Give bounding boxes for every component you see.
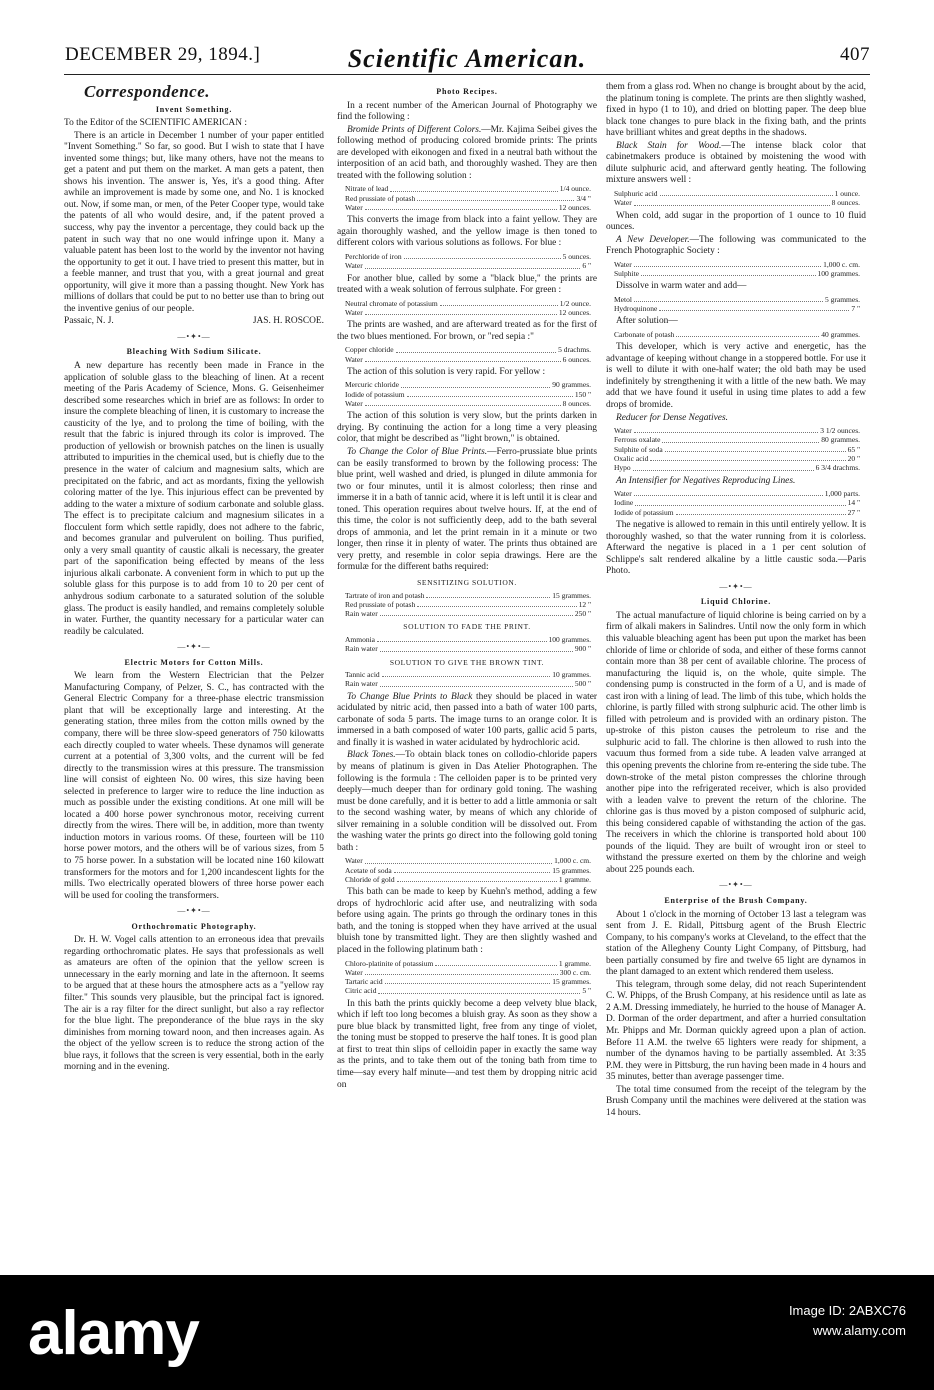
ingredient-quantity: 3/4 " (576, 193, 591, 203)
ingredient-quantity: 10 grammes. (552, 670, 591, 680)
recipes-wood-stain: Black Stain for Wood.—The intense black color that cabinetmakers produce is obtained by moistening the wood with dilute sulphuric acid, and afterward gently heating. The following mixture answers well : (606, 140, 866, 186)
recipe-row (345, 399, 591, 408)
leader-dots (417, 600, 576, 607)
ingredient-name: Water (345, 354, 363, 364)
image-id-label: Image ID: 2ABXC76 (788, 1303, 906, 1318)
recipe-table (345, 380, 591, 408)
article-body-invent: There is an article in December 1 number of your paper entitled "Invent Something." So far, so good. But I wish to state that I have invented some things; but, like many others, have not the means to get a patent and put them on the market. A man gets a patent, then shows his invention. The answer is, Yes, it's a good thing. After awhile an improvement is made by some one, and No. 1 is knocked out. Now, if some man, or men, of the Peter Cooper type, would take the patents of all who would desire, and, if the patent proved a success, why pay the inventor a percentage, they could back up the patent in such way that no one would infringe upon it. Many a valuable patent has been lost to the world by the inventor not having the opportunity to get it out. I have tried to present this matter, but in a feeble manner, and trust that you, with a great journal and great opportunity, will give it more than a passing thought. New York has millions of dollars that could be put to no better use than to bring out the inventive genius of our people. (64, 130, 324, 314)
leader-dots (641, 269, 815, 276)
paragraph: After solution— (616, 316, 678, 327)
leader-dots (634, 489, 823, 496)
subheading: Black Stain for Wood. (616, 140, 722, 151)
ingredient-quantity: 15 grammes. (552, 865, 591, 875)
recipe-row (345, 986, 591, 995)
leader-dots (407, 390, 573, 397)
article-body-bleach: A new departure has recently been made in France in the application of soluble glass to the bleaching of linen. At a recent meeting of the Paris Academy of Science, Mons. G. Geisenheimer described some researches which in brief are as follows: In order to insure the complete bleaching of linen, it is customary to increase the causticity of the lye, and to prolong the time of boiling, with the result that the fabric is injured through its color is improved. The production of yellowish or brownish patches on the linen is usually attributed to impurities in the chemical used, but is chiefly due to the presence in the water of calcium and magnesium salts, which are precipitated on the fabric, and act as mordants, fixing the yellowish coloring matter of the lye. This injurious effect can be prevented by adding to the water a mixture of sodium carbonate and soluble glass. The effect is to precipitate calcium and magnesium silicates in a flocculent form which settle rapidly, does not adhere to the fabric, and becomes granular and pulverulent on boiling. Thus purified, only a very small quantity of caustic alkali is necessary, the greater part of the saponification being effected by means of the less injurious alkali carbonate. A convenient form in which to put up the soluble glass for this purpose is to add from 10 to 20 per cent of anhydrous sodium carbonate to a saturated solution of the soluble glass. The product is easily handled, and remains completely soluble in water. Further, the quantity necessary for a particular water can readily be calculated. (64, 361, 324, 637)
ingredient-quantity: 5 ounces. (562, 251, 591, 261)
recipe-table (345, 959, 591, 996)
leader-dots (382, 670, 551, 677)
page-number: 407 (840, 44, 870, 65)
ingredient-quantity: 15 grammes. (552, 977, 591, 987)
recipe-table (614, 489, 860, 517)
ingredient-quantity: 6 ounces. (562, 354, 591, 364)
ingredient-name: Water (345, 307, 363, 317)
ingredient-quantity: 8 ounces. (562, 399, 591, 409)
paragraph: This developer, which is very active and energetic, has the advantage of keeping without change in a stoppered bottle. For use it is well to dilute it with one-half water; the old bath may be used indefinitely by strengthening it with a little of the new bath. We may add that we have found it useful in using time plates to add a few drops of bromide. (606, 342, 866, 411)
recipe-row (614, 426, 860, 435)
subheading: An Intensifier for Negatives Reproducing Lines. (616, 475, 796, 486)
leader-dots (634, 295, 823, 302)
subheading: To Change the Color of Blue Prints. (347, 446, 488, 457)
ingredient-quantity: 20 " (847, 454, 860, 463)
subheading: To Change Blue Prints to Black (347, 691, 473, 702)
ingredient-name: Water (345, 399, 363, 409)
column-3 (606, 82, 866, 1262)
recipe-row (345, 252, 591, 261)
subheading: A New Developer. (616, 234, 690, 245)
recipe-table (345, 856, 591, 884)
ingredient-name: Water (345, 202, 363, 212)
letter-place: Passaic, N. J. (64, 316, 114, 327)
recipe-row (614, 189, 860, 198)
ingredient-name: Water (345, 261, 363, 271)
ingredient-quantity: 100 grammes. (548, 634, 591, 644)
recipe-caption: SENSITIZING SOLUTION. (417, 577, 517, 587)
ingredient-quantity: 8 ounces. (831, 198, 860, 208)
recipe-row (345, 184, 591, 193)
letter-author: JAS. H. ROSCOE. (252, 316, 324, 327)
recipe-row (614, 435, 860, 444)
subheading: Reducer for Dense Negatives. (616, 412, 728, 423)
leader-dots (634, 426, 818, 433)
article-body-ortho: Dr. H. W. Vogel calls attention to an erroneous idea that prevails regarding orthochromatic plates. He says that professionals as well as amateurs are often of the opinion that the yellow screen is unnecessary in the early morning and late in the afternoon. It seems to be argued that at these hours the atmosphere acts as a "yellow ray filter." This sounds very plausible, but the principal fact is ignored. The air is a ray filter for the direct sunlight, but also a ray reflector for the blue light. The preponderance of the blue rays in the sky diminishes from morning toward noon, and then increases again. As the object of the yellow screen is to reduce the strong action of the blue rays, it follows that the screen is very essential, both in the early morning and in the evening. (64, 935, 324, 1073)
recipe-caption: SOLUTION TO GIVE THE BROWN TINT. (389, 657, 545, 667)
leader-dots (365, 308, 557, 315)
ingredient-name: Tartrate of iron and potash (345, 590, 425, 600)
paragraph: When cold, add sugar in the proportion of 1 ounce to 10 fluid ounces. (606, 210, 866, 233)
recipe-row (345, 345, 591, 354)
ingredient-name: Iodide of potassium (345, 389, 405, 399)
leader-dots (440, 299, 558, 306)
watermark-band (0, 1275, 934, 1390)
article-body-brush: The total time consumed from the receipt of the telegram by the Brush Company until the machines were delivered at the station was 14 hours. (606, 1084, 866, 1118)
recipe-row (614, 454, 860, 463)
ingredient-quantity: 40 grammes. (821, 329, 860, 339)
ingredient-name: Acetate of soda (345, 865, 392, 875)
leader-dots (396, 345, 557, 352)
ingredient-name: Hydroquinone (614, 304, 658, 314)
ingredient-quantity: 1 ounce. (834, 188, 860, 198)
recipe-row (345, 856, 591, 865)
recipe-row (614, 463, 860, 472)
leader-dots (365, 968, 558, 975)
ingredient-name: Nitrate of lead (345, 184, 389, 194)
recipe-row (345, 866, 591, 875)
ingredient-quantity: 5 " (582, 986, 591, 996)
ingredient-quantity: 3 1/2 ounces. (820, 426, 860, 436)
recipe-table (614, 330, 860, 339)
recipe-table (345, 252, 591, 271)
recipe-row (345, 591, 591, 600)
recipe-table (345, 184, 591, 212)
recipe-row (345, 261, 591, 270)
leader-dots (665, 445, 846, 452)
recipe-row (345, 977, 591, 986)
recipe-row (345, 679, 591, 688)
ingredient-name: Copper chloride (345, 345, 394, 355)
leader-dots (378, 986, 580, 993)
ingredient-name: Red prussiate of potash (345, 193, 416, 203)
leader-dots (365, 856, 552, 863)
leader-dots (365, 355, 561, 362)
ingredient-name: Sulphite of soda (614, 444, 663, 454)
recipe-row (614, 498, 860, 507)
ingredient-quantity: 1,000 parts. (824, 489, 860, 499)
recipe-row (614, 295, 860, 304)
ingredient-quantity: 6 " (582, 261, 591, 271)
ingredient-name: Tannic acid (345, 670, 380, 680)
divider-ornament: —•✦•— (719, 581, 753, 591)
article-title-chlorine: Liquid Chlorine. (700, 597, 772, 607)
ingredient-quantity: 7 " (851, 304, 860, 314)
ingredient-quantity: 90 grammes. (552, 380, 591, 390)
recipe-row (345, 609, 591, 618)
ingredient-name: Iodide of potassium (614, 507, 674, 517)
leader-dots (417, 194, 574, 201)
article-title-brush: Enterprise of the Brush Company. (664, 895, 808, 905)
ingredient-quantity: 1/2 ounce. (559, 298, 591, 308)
divider-ornament: —•✦•— (177, 642, 211, 652)
recipe-row (614, 445, 860, 454)
ingredient-name: Water (614, 489, 632, 499)
leader-dots (385, 977, 551, 984)
recipes-developer: A New Developer.—The following was communicated to the French Photographic Society : (606, 234, 866, 257)
leader-dots (676, 508, 846, 515)
ingredient-quantity: 6 3/4 drachms. (815, 463, 860, 473)
watermark-url: www.alamy.com (813, 1323, 906, 1338)
recipe-row (345, 203, 591, 212)
image-id-block (789, 1301, 906, 1341)
leader-dots (662, 435, 819, 442)
ingredient-name: Perchloride of iron (345, 251, 402, 261)
article-body-motors: We learn from the Western Electrician that the Pelzer Manufacturing Company, of Pelzer, S. C., has contracted with the General Electric Company for a three-phase electric transmission plant that will be exceptionally large and interesting. At the generating station, three miles from the cotton mills owned by the company, there will be three slow-speed generators of 750 kilowatts each directly coupled to water wheels. These dynamos will generate current at a potential of 3,300 volts, and the current will be fed directly to the transmission wires at this pressure. The transmission line will consist of eighteen No. 00 wires, this size having been selected in preference to larger wire to reduce the line induction as much as possible under the existing conditions. At one mill will be located a 400 horse power synchronous motor, receiving current directly from the wires. There will be, in addition, more than twenty induction motors in various rooms. Of these, fourteen will be 110 horse power motors, and the others will be of various sizes, from 5 to 75 horse power. In a substation will be located nine 160 kilowatt transformers for the motors and for 1,200 incandescent lights for the mills. Two electrically operated blowers of three horse power each will be used for cooling the transformers. (64, 671, 324, 901)
recipe-row (345, 875, 591, 884)
article-body-brush: About 1 o'clock in the morning of October 13 last a telegram was sent from J. E. Ridall, Pittsburg agent of the Brush Electric Company, to his company's works at Cleveland, to the effect that the station of the Allegheny County Light Company, of Pittsburg, had been partially consumed by fire and twelve 65 light are dynamos in the plant damaged to an extent which rendered them useless. (606, 909, 866, 978)
recipe-table (345, 345, 591, 364)
leader-dots (633, 463, 814, 470)
recipe-row (345, 600, 591, 609)
leader-dots (365, 203, 557, 210)
recipe-row (614, 508, 860, 517)
ingredient-name: Citric acid (345, 986, 377, 996)
ingredient-quantity: 100 grammes. (817, 269, 860, 278)
recipe-row (614, 260, 860, 269)
ingredient-quantity: 500 " (574, 679, 591, 689)
recipe-table (614, 295, 860, 314)
recipes-black-prints: To Change Blue Prints to Black they should be placed in water acidulated by nitric acid, then passed into a bath of water 100 parts, carbonate of soda 5 parts. The image turns to an orange color. It is immersed in a bath composed of water 100 parts, gallic acid 5 parts, and finally it is washed in water acidulated by hydrochloric acid. (337, 691, 597, 748)
ingredient-quantity: 1,000 c. cm. (823, 259, 860, 269)
leader-dots (394, 866, 551, 873)
leader-dots (390, 184, 557, 191)
paragraph: The negative is allowed to remain in this until entirely yellow. It is thoroughly washed, so that the water running from it is colorless. Afterward the negative is placed in a 1 per cent solution of Schlippe's salt rendered alkaline by a little caustic soda.—Paris Photo. (606, 520, 866, 577)
recipe-row (345, 390, 591, 399)
recipe-row (614, 304, 860, 313)
recipe-row (614, 198, 860, 207)
ingredient-quantity: 5 grammes. (825, 294, 860, 304)
ingredient-quantity: 300 c. cm. (559, 967, 591, 977)
masthead-title: Scientific American. (347, 44, 587, 73)
paragraph: The action of this solution is very rapid. For yellow : (347, 366, 546, 377)
leader-dots (380, 609, 573, 616)
ingredient-quantity: 15 grammes. (552, 590, 591, 600)
ingredient-name: Hypo (614, 463, 631, 473)
ingredient-quantity: 80 grammes. (821, 435, 860, 445)
recipe-caption: SOLUTION TO FADE THE PRINT. (403, 622, 531, 632)
paragraph: This converts the image from black into a faint yellow. They are again thoroughly washed, and the yellow image is then toned to different colors with various solutions as follows. For blue : (337, 215, 597, 249)
paragraph: In this bath the prints quickly become a deep velvety blue black, which if left too long becomes a bluish gray. As soon as they show a pure blue black by transmitted light, free from any tinge of violet, the toning must be stopped to preserve the half tones. It is good plan at first to treat thin slips of celloidin paper in exactly the same way as the prints, and to take them out of the toning bath from time to time—say every half minute—and test them by dropping nitric acid on (337, 998, 597, 1090)
recipe-row (614, 269, 860, 278)
ingredient-quantity: 14 " (847, 498, 860, 508)
ingredient-name: Chloride of gold (345, 874, 395, 884)
ingredient-name: Water (614, 259, 632, 269)
ingredient-quantity: 900 " (574, 644, 591, 654)
leader-dots (401, 380, 550, 387)
recipe-row (345, 299, 591, 308)
leader-dots (365, 261, 581, 268)
ingredient-name: Ferrous oxalate (614, 435, 661, 445)
ingredient-name: Water (614, 426, 632, 436)
paragraph: The prints are washed, and are afterward treated as for the first of the two blues mentioned. For brown, or "red sepia :" (337, 320, 597, 342)
recipe-row (614, 330, 860, 339)
leader-dots (380, 679, 573, 686)
recipe-row (345, 644, 591, 653)
article-body-chlorine: The actual manufacture of liquid chlorine is being carried on by a firm of alkali makers in Salindres. Until now the only form in which this valuable bleaching agent has been put upon the market has been chloride of lime or chloride of soda, and either of these forms cannot contain more than 38 per cent of available chlorine. The process of manufacturing the liquid is, on the whole, quite simple. The condensing pump is constructed in the form of a U, and is made of cast iron with a lining of lead. The limb of this tube, which holds the chlorine, is partly filled with strong sulphuric acid. The other limb is filled with petroleum and is provided with an ordinary piston. The up-stroke of this piston causes the petroleum to rise and the sulphuric acid to fall. The chlorine is then allowed to rush into the vacuum thus formed from a side tube. A leaden valve arranged at this opening prevents the chlorine from re-entering the side tube. The down-stroke of the metal piston compresses the chlorine through another pipe into the refrigerated receiver, which is also provided with a leaden valve to prevent the return of the chlorine. The chlorine gas is thus moved by a piston composed of sulphuric acid, this being considered capable of withstanding the action of the gas. The receivers in which the chlorine is transported hold about 100 pounds of the liquid. They are built of wrought iron or steel to withstand the pressure exerted on them by the chlorine and weigh about 225 pounds each. (606, 610, 866, 875)
ingredient-name: Neutral chromate of potassium (345, 298, 438, 308)
paragraph: them from a glass rod. When no change is brought about by the acid, the platinum toning is complete. The prints are then slightly washed, fixed in hypo (1 to 10), and dried on blotting paper. The deep blue black tone changes to pure black in the fixing bath, and the prints have brilliant whites and great depths in the shadows. (606, 82, 866, 139)
recipe-table (345, 299, 591, 318)
recipes-blue-prints: To Change the Color of Blue Prints.—Ferro-prussiate blue prints can be easily transformed to brown by the following process: The blue print, well washed and dried, is plunged in dilute ammonia for two or four minutes, until it is almost colorless; then rinse and immerse it in a bath of tannic acid, where it is left until it is clear and toned. This operation requires about twelve hours. If, at the end of this time, the color is not sufficiently deep, add to the bath several drops of ammonia, and let the print remain in it a minute or two longer, then rinse it in plenty of water. The prints thus obtained are very pretty, and resemble in color sepia drawings. Here are the formulæ for the different baths required: (337, 446, 597, 573)
section-heading: Correspondence. (84, 82, 211, 101)
recipe-row (345, 635, 591, 644)
ingredient-quantity: 65 " (847, 444, 860, 454)
ingredient-name: Ammonia (345, 634, 375, 644)
recipe-table (345, 591, 591, 619)
paragraph: For another blue, called by some a "black blue," the prints are treated with a weak solution of ferrous sulphate. For green : (337, 273, 597, 296)
leader-dots (426, 591, 550, 598)
ingredient-name: Oxalic acid (614, 454, 649, 463)
divider-ornament: —•✦•— (177, 331, 211, 341)
recipe-row (614, 489, 860, 498)
ingredient-quantity: 1,000 c. cm. (554, 856, 591, 866)
recipe-table (614, 189, 860, 208)
ingredient-quantity: 1 gramme. (558, 874, 591, 884)
ingredient-name: Carbonate of potash (614, 329, 675, 339)
ingredient-quantity: 1 gramme. (558, 958, 591, 968)
alamy-logo: alamy (28, 1299, 199, 1368)
leader-dots (404, 252, 561, 259)
letter-salutation: To the Editor of the SCIENTIFIC AMERICAN : (64, 118, 247, 129)
recipe-table (614, 426, 860, 472)
ingredient-name: Sulphite (614, 269, 640, 278)
column-1 (64, 82, 324, 1262)
subheading: Bromide Prints of Different Colors. (347, 124, 482, 135)
ingredient-quantity: 27 " (847, 507, 860, 517)
leader-dots (659, 304, 849, 311)
leader-dots (676, 330, 819, 337)
leader-dots (365, 399, 561, 406)
article-title-motors: Electric Motors for Cotton Mills. (124, 657, 264, 667)
ingredient-name: Water (614, 198, 632, 208)
leader-dots (660, 189, 833, 196)
leader-dots (634, 260, 821, 267)
ingredient-name: Rain water (345, 679, 378, 689)
leader-dots (397, 875, 557, 882)
issue-date: DECEMBER 29, 1894.] (65, 44, 261, 65)
ingredient-quantity: 12 ounces. (558, 307, 591, 317)
ingredient-name: Mercuric chloride (345, 380, 399, 390)
article-body-brush: This telegram, through some delay, did not reach Superintendent C. W. Phipps, of the Brush Company, at his residence until as late as 2 A.M. Dressing immediately, he hurried to the house of Manager A. D. Dorman of the order department, and after a hurried consultation Mr. Phipps and Mr. Dorman quickly agreed upon a plan of action. Before 11 A.M. the twelve 65 lighters were ready for shipment, a number of the dynamos having to be partially assembled. At 3:35 P.M. they were in Pittsburg, the run having been made in 4 hours and 35 minutes, better than average passenger time. (606, 979, 866, 1083)
leader-dots (650, 454, 845, 461)
divider-ornament: —•✦•— (719, 880, 753, 890)
ingredient-quantity: 150 " (574, 389, 591, 399)
ingredient-name: Rain water (345, 609, 378, 619)
recipe-row (345, 670, 591, 679)
recipe-row (345, 308, 591, 317)
column-2 (337, 82, 597, 1262)
recipe-row (345, 355, 591, 364)
article-title-photo-recipes: Photo Recipes. (436, 87, 498, 96)
ingredient-name: Chloro-platinite of potassium (345, 958, 434, 968)
letter-signature (64, 316, 324, 328)
article-title-ortho: Orthochromatic Photography. (131, 921, 257, 931)
paragraph: This bath can be made to keep by Kuehn's method, adding a few drops of hydrochloric acid after use, and neutralizing with soda before using again. The prints go through the ordinary tones in this bath, and the toning is stopped when they have arrived at the usual bluish tone by transmitted light. They are then slightly washed and placed in the following platinum bath : (337, 887, 597, 955)
paragraph: Dissolve in warm water and add— (616, 281, 747, 292)
article-title-invent: Invent Something. (155, 104, 233, 114)
ingredient-quantity: 12 ounces. (558, 202, 591, 212)
ingredient-name: Water (345, 856, 363, 866)
ingredient-name: Red prussiate of potash (345, 599, 416, 609)
article-title-bleach: Bleaching With Sodium Silicate. (126, 347, 262, 357)
recipe-row (345, 380, 591, 389)
ingredient-name: Sulphuric acid (614, 188, 658, 198)
header-rule (64, 74, 870, 75)
leader-dots (635, 498, 845, 505)
ingredient-name: Rain water (345, 644, 378, 654)
recipe-row (345, 968, 591, 977)
ingredient-name: Tartaric acid (345, 977, 383, 987)
divider-ornament: —•✦•— (177, 906, 211, 916)
paragraph: The action of this solution is very slow, but the prints darken in drying. By continuing the action for a long time a very pleasing color, that might be described as "light brown," is obtained. (337, 411, 597, 445)
recipes-bromide: Bromide Prints of Different Colors.—Mr. Kajima Seibei gives the following method of producing colored bromide prints: The prints are developed with eikonogen and fixed in a neutral bath without the interposition of an acid bath, and thoroughly washed. They are then treated with the following solution : (337, 124, 597, 181)
recipe-row (345, 959, 591, 968)
ingredient-name: Iodine (614, 498, 634, 508)
leader-dots (435, 959, 557, 966)
recipe-table (345, 670, 591, 689)
ingredient-name: Metol (614, 294, 632, 304)
leader-dots (380, 644, 573, 651)
recipe-row (345, 194, 591, 203)
ingredient-name: Water (345, 967, 363, 977)
ingredient-quantity: 12 " (578, 599, 591, 609)
recipes-black-tones: Black Tones.—To obtain black tones on collodio-chloride papers by means of platinum is given in Das Atelier Photographen. The following is the formula : The celloiden paper is to be printed very deeply—much deeper than for ordinary gold toning. The washing must be done carefully, and it is better to add a little ammonia or salt to the second washing water, by means of which any chloride of silver remaining in a soluble condition will be dissolved out. From the washing water the prints go direct into the following gold toning bath : (337, 750, 597, 853)
leader-dots (377, 635, 547, 642)
ingredient-quantity: 1/4 ounce. (559, 184, 591, 194)
ingredient-quantity: 5 drachms. (558, 345, 591, 355)
recipe-table (345, 635, 591, 654)
recipes-intro: In a recent number of the American Journal of Photography we find the following : (337, 100, 597, 123)
leader-dots (634, 198, 830, 205)
subheading: Black Tones. (347, 750, 396, 761)
ingredient-quantity: 250 " (574, 609, 591, 619)
recipe-table (614, 260, 860, 279)
